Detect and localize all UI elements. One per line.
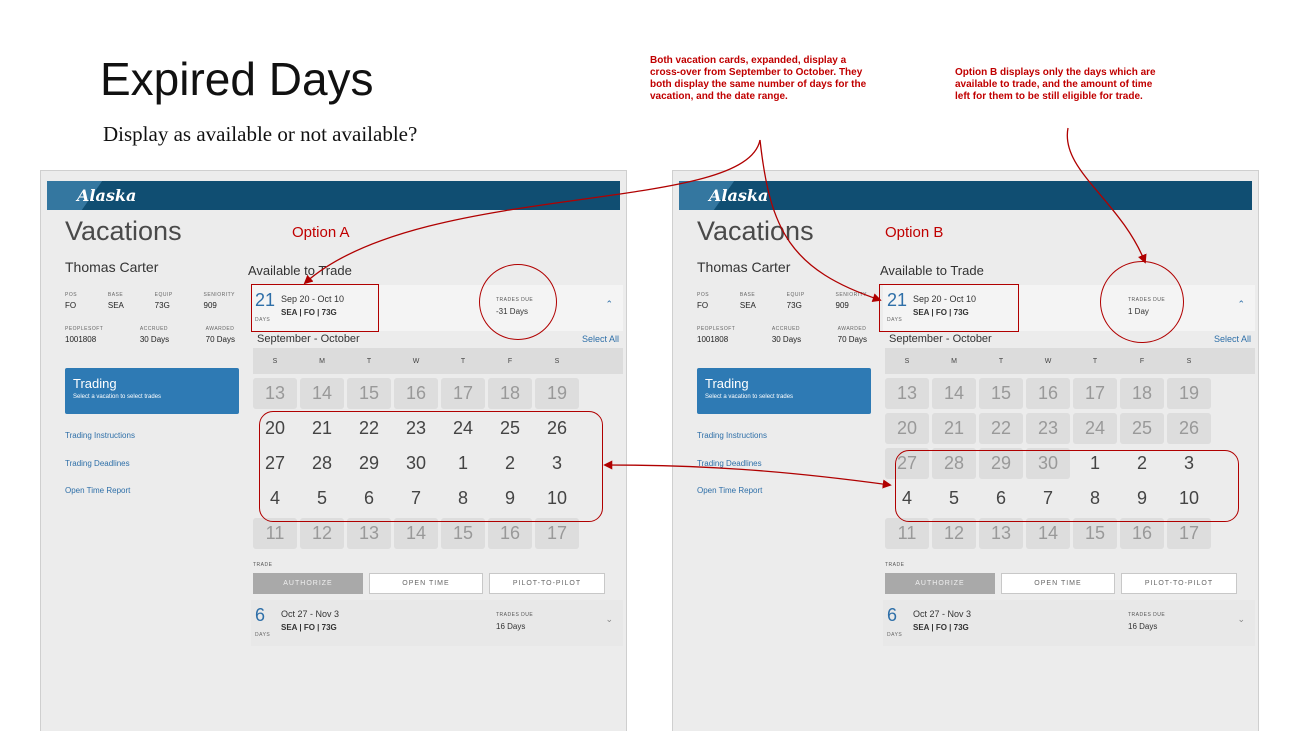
calendar-day: 16 bbox=[488, 518, 532, 549]
trading-deadlines-link[interactable]: Trading Deadlines bbox=[65, 459, 130, 468]
weekday-label: M bbox=[951, 357, 957, 365]
calendar-week-row bbox=[885, 518, 1255, 549]
weekday-label: S bbox=[272, 357, 278, 365]
chevron-up-icon[interactable]: ⌃ bbox=[605, 299, 613, 309]
trades-due-value: 1 Day bbox=[1128, 307, 1149, 316]
calendar-day[interactable]: 21 bbox=[311, 418, 333, 438]
calendar-day: 17 bbox=[441, 378, 485, 409]
calendar-day[interactable]: 20 bbox=[264, 418, 286, 438]
open-time-button[interactable]: OPEN TIME bbox=[369, 573, 483, 594]
highlight-vacation-header bbox=[251, 284, 379, 332]
vacation-date-range: Oct 27 - Nov 3 bbox=[913, 609, 972, 619]
weekday-label: T bbox=[460, 357, 466, 365]
stats-row-2 bbox=[65, 326, 235, 344]
trades-due-value: -31 Days bbox=[496, 307, 529, 316]
weekday-label: S bbox=[554, 357, 560, 365]
vacation-meta: SEA | FO | 73G bbox=[913, 623, 969, 632]
calendar-day: 14 bbox=[300, 378, 344, 409]
weekday-label: T bbox=[998, 357, 1004, 365]
calendar-day[interactable]: 4 bbox=[269, 488, 280, 508]
calendar-day[interactable]: 24 bbox=[452, 418, 474, 438]
brand-bar bbox=[47, 181, 620, 210]
brand-bar bbox=[679, 181, 1252, 210]
vacation-days-label: DAYS bbox=[887, 317, 903, 323]
calendar-day: 26 bbox=[1167, 413, 1211, 444]
vacation-meta: SEA | FO | 73G bbox=[913, 308, 969, 317]
stat-equip: EQUIP 73G bbox=[154, 292, 173, 310]
stat-accrued: ACCRUED 30 Days bbox=[139, 326, 170, 344]
vacation-date-range: Sep 20 - Oct 10 bbox=[913, 294, 977, 304]
calendar-day[interactable]: 2 bbox=[504, 453, 515, 473]
trade-label: TRADE bbox=[253, 562, 273, 568]
calendar-day[interactable]: 10 bbox=[546, 488, 568, 508]
calendar-day: 13 bbox=[979, 518, 1023, 549]
trading-instructions-link[interactable]: Trading Instructions bbox=[697, 431, 767, 440]
slide-subtitle: Display as available or not available? bbox=[103, 122, 418, 146]
calendar-day: 17 bbox=[1167, 518, 1211, 549]
weekday-label: S bbox=[1186, 357, 1192, 365]
stat-seniority: SENIORITY 909 bbox=[203, 292, 235, 310]
calendar-day[interactable]: 3 bbox=[551, 453, 562, 473]
calendar-day[interactable]: 7 bbox=[1042, 488, 1053, 508]
calendar-day[interactable]: 1 bbox=[457, 453, 468, 473]
calendar-day[interactable]: 23 bbox=[405, 418, 427, 438]
calendar-day[interactable]: 10 bbox=[1178, 488, 1200, 508]
calendar-day: 22 bbox=[979, 413, 1023, 444]
calendar-day: 16 bbox=[394, 378, 438, 409]
alaska-logo: Alaska bbox=[709, 186, 769, 205]
calendar-day: 18 bbox=[488, 378, 532, 409]
vacation-date-range: Sep 20 - Oct 10 bbox=[281, 294, 345, 304]
calendar-day: 16 bbox=[1120, 518, 1164, 549]
weekday-label: S bbox=[904, 357, 910, 365]
trades-due-label: TRADES DUE bbox=[496, 297, 534, 303]
stat-pos: POS FO bbox=[697, 292, 710, 310]
trading-card[interactable] bbox=[65, 368, 239, 414]
calendar-weekday-header bbox=[253, 348, 623, 374]
calendar-week-row bbox=[253, 518, 623, 549]
calendar-day[interactable]: 6 bbox=[363, 488, 374, 508]
stat-base: BASE SEA bbox=[107, 292, 124, 310]
annotation-note-2: Option B displays only the days which are available to trade, and the amount of time left for them to be still eligible for trade. bbox=[955, 67, 1156, 102]
vacation-days-label: DAYS bbox=[887, 632, 903, 638]
calendar-day[interactable]: 30 bbox=[405, 453, 427, 473]
calendar-day: 15 bbox=[347, 378, 391, 409]
highlight-vacation-header bbox=[879, 284, 1019, 332]
calendar-day: 14 bbox=[1026, 518, 1070, 549]
calendar-day: 21 bbox=[932, 413, 976, 444]
calendar-day[interactable]: 2 bbox=[1136, 453, 1147, 473]
calendar-day[interactable]: 8 bbox=[457, 488, 468, 508]
calendar-day: 11 bbox=[253, 518, 297, 549]
stat-seniority: SENIORITY 909 bbox=[835, 292, 867, 310]
stat-accrued: ACCRUED 30 Days bbox=[771, 326, 802, 344]
option-label: Option B bbox=[885, 224, 944, 241]
calendar-day: 13 bbox=[253, 378, 297, 409]
chevron-up-icon[interactable]: ⌃ bbox=[1237, 299, 1245, 309]
vacation-date-range: Oct 27 - Nov 3 bbox=[281, 609, 340, 619]
weekday-label: M bbox=[319, 357, 325, 365]
open-time-button[interactable]: OPEN TIME bbox=[1001, 573, 1115, 594]
stat-peoplesoft: PEOPLESOFT 1001808 bbox=[697, 326, 736, 344]
calendar-day[interactable]: 9 bbox=[1136, 488, 1147, 508]
calendar-day: 19 bbox=[535, 378, 579, 409]
option-a-panel bbox=[40, 170, 627, 731]
trading-card[interactable] bbox=[697, 368, 871, 414]
calendar-day: 15 bbox=[979, 378, 1023, 409]
calendar-day[interactable]: 9 bbox=[504, 488, 515, 508]
calendar-week-row bbox=[885, 413, 1255, 444]
trading-card-title: Trading bbox=[705, 376, 749, 391]
slide-title: Expired Days bbox=[100, 53, 374, 105]
available-to-trade-heading: Available to Trade bbox=[248, 263, 352, 278]
calendar-day: 24 bbox=[1073, 413, 1117, 444]
calendar-day: 14 bbox=[932, 378, 976, 409]
trades-due-label: TRADES DUE bbox=[1128, 297, 1166, 303]
calendar-week-row bbox=[253, 378, 623, 409]
calendar-weekday-header bbox=[885, 348, 1255, 374]
annotation-note-1: Both vacation cards, expanded, display a cross-over from September to October. They both display the same number of days for the vacation, and the date range. bbox=[650, 55, 867, 102]
select-all-link[interactable]: Select All bbox=[1213, 334, 1251, 344]
trading-deadlines-link[interactable]: Trading Deadlines bbox=[697, 459, 762, 468]
stat-awarded: AWARDED 70 Days bbox=[837, 326, 867, 344]
vacation-meta: SEA | FO | 73G bbox=[281, 623, 337, 632]
stat-peoplesoft: PEOPLESOFT 1001808 bbox=[65, 326, 104, 344]
employee-name: Thomas Carter bbox=[65, 259, 159, 275]
chevron-down-icon[interactable]: ⌄ bbox=[1237, 614, 1245, 624]
calendar-day[interactable]: 6 bbox=[995, 488, 1006, 508]
vacation-days-count: 21 bbox=[255, 290, 276, 310]
vacation-days-count: 6 bbox=[887, 605, 898, 625]
calendar-day: 29 bbox=[979, 448, 1023, 479]
open-time-report-link[interactable]: Open Time Report bbox=[697, 486, 763, 495]
calendar-day: 14 bbox=[394, 518, 438, 549]
authorize-button[interactable]: AUTHORIZE bbox=[885, 573, 995, 594]
pilot-to-pilot-button[interactable]: PILOT-TO-PILOT bbox=[489, 573, 605, 594]
page-title: Vacations bbox=[697, 216, 814, 246]
calendar-day: 27 bbox=[885, 448, 929, 479]
alaska-logo: Alaska bbox=[77, 186, 137, 205]
calendar-day[interactable]: 3 bbox=[1183, 453, 1194, 473]
calendar-day[interactable]: 22 bbox=[358, 418, 380, 438]
weekday-label: F bbox=[507, 357, 513, 365]
weekday-label: T bbox=[366, 357, 372, 365]
calendar-day[interactable]: 5 bbox=[316, 488, 327, 508]
calendar-day: 18 bbox=[1120, 378, 1164, 409]
pilot-to-pilot-button[interactable]: PILOT-TO-PILOT bbox=[1121, 573, 1237, 594]
stat-base: BASE SEA bbox=[739, 292, 756, 310]
calendar-day[interactable]: 25 bbox=[499, 418, 521, 438]
open-time-report-link[interactable]: Open Time Report bbox=[65, 486, 131, 495]
option-label: Option A bbox=[292, 224, 350, 241]
calendar-month-name: September - October bbox=[257, 333, 360, 345]
trading-card-subtitle: Select a vacation to select trades bbox=[73, 394, 162, 400]
calendar-day: 12 bbox=[300, 518, 344, 549]
trading-instructions-link[interactable]: Trading Instructions bbox=[65, 431, 135, 440]
stat-equip: EQUIP 73G bbox=[786, 292, 805, 310]
vacation-days-count: 21 bbox=[887, 290, 908, 310]
calendar-week-row bbox=[885, 378, 1255, 409]
select-all-link[interactable]: Select All bbox=[581, 334, 619, 344]
weekday-label: T bbox=[1092, 357, 1098, 365]
calendar-day[interactable]: 27 bbox=[264, 453, 286, 473]
calendar-day[interactable]: 4 bbox=[901, 488, 912, 508]
stats-row-1 bbox=[65, 292, 235, 310]
calendar-month-name: September - October bbox=[889, 333, 992, 345]
authorize-button[interactable]: AUTHORIZE bbox=[253, 573, 363, 594]
trades-due-label: TRADES DUE bbox=[1128, 612, 1166, 618]
calendar-day: 15 bbox=[441, 518, 485, 549]
stat-pos: POS FO bbox=[65, 292, 78, 310]
calendar-day: 30 bbox=[1026, 448, 1070, 479]
stats-row-2 bbox=[697, 326, 867, 344]
weekday-label: F bbox=[1139, 357, 1145, 365]
stats-row-1 bbox=[697, 292, 867, 310]
vacation-days-label: DAYS bbox=[255, 317, 271, 323]
vacation-meta: SEA | FO | 73G bbox=[281, 308, 337, 317]
calendar-day: 13 bbox=[885, 378, 929, 409]
calendar-day: 16 bbox=[1026, 378, 1070, 409]
calendar-day[interactable]: 8 bbox=[1089, 488, 1100, 508]
calendar-day: 12 bbox=[932, 518, 976, 549]
trade-label: TRADE bbox=[885, 562, 905, 568]
calendar-day: 13 bbox=[347, 518, 391, 549]
calendar-day: 23 bbox=[1026, 413, 1070, 444]
calendar-day[interactable]: 5 bbox=[948, 488, 959, 508]
calendar-day: 11 bbox=[885, 518, 929, 549]
stat-awarded: AWARDED 70 Days bbox=[205, 326, 235, 344]
available-to-trade-heading: Available to Trade bbox=[880, 263, 984, 278]
vacation-days-label: DAYS bbox=[255, 632, 271, 638]
calendar-day[interactable]: 1 bbox=[1089, 453, 1100, 473]
calendar-day: 20 bbox=[885, 413, 929, 444]
employee-name: Thomas Carter bbox=[697, 259, 791, 275]
calendar-day: 17 bbox=[1073, 378, 1117, 409]
calendar-day: 19 bbox=[1167, 378, 1211, 409]
trades-due-value: 16 Days bbox=[496, 622, 526, 631]
highlight-trades-due bbox=[1100, 261, 1184, 343]
highlight-trades-due bbox=[479, 264, 557, 340]
chevron-down-icon[interactable]: ⌄ bbox=[605, 614, 613, 624]
calendar-day: 15 bbox=[1073, 518, 1117, 549]
trading-card-title: Trading bbox=[73, 376, 117, 391]
vacation-days-count: 6 bbox=[255, 605, 266, 625]
calendar-day[interactable]: 28 bbox=[311, 453, 333, 473]
calendar-day[interactable]: 7 bbox=[410, 488, 421, 508]
calendar-day[interactable]: 26 bbox=[546, 418, 568, 438]
weekday-label: W bbox=[412, 357, 420, 365]
highlight-calendar-weeks bbox=[259, 411, 603, 522]
trades-due-label: TRADES DUE bbox=[496, 612, 534, 618]
highlight-calendar-weeks bbox=[895, 450, 1239, 522]
option-b-panel bbox=[672, 170, 1259, 731]
calendar-day: 28 bbox=[932, 448, 976, 479]
trading-card-subtitle: Select a vacation to select trades bbox=[705, 394, 794, 400]
trades-due-value: 16 Days bbox=[1128, 622, 1158, 631]
weekday-label: W bbox=[1044, 357, 1052, 365]
calendar-day[interactable]: 29 bbox=[358, 453, 380, 473]
page-title: Vacations bbox=[65, 216, 182, 246]
calendar-day: 17 bbox=[535, 518, 579, 549]
calendar-day: 25 bbox=[1120, 413, 1164, 444]
vacation-card-collapsed[interactable] bbox=[883, 600, 1255, 646]
vacation-card-collapsed[interactable] bbox=[251, 600, 623, 646]
